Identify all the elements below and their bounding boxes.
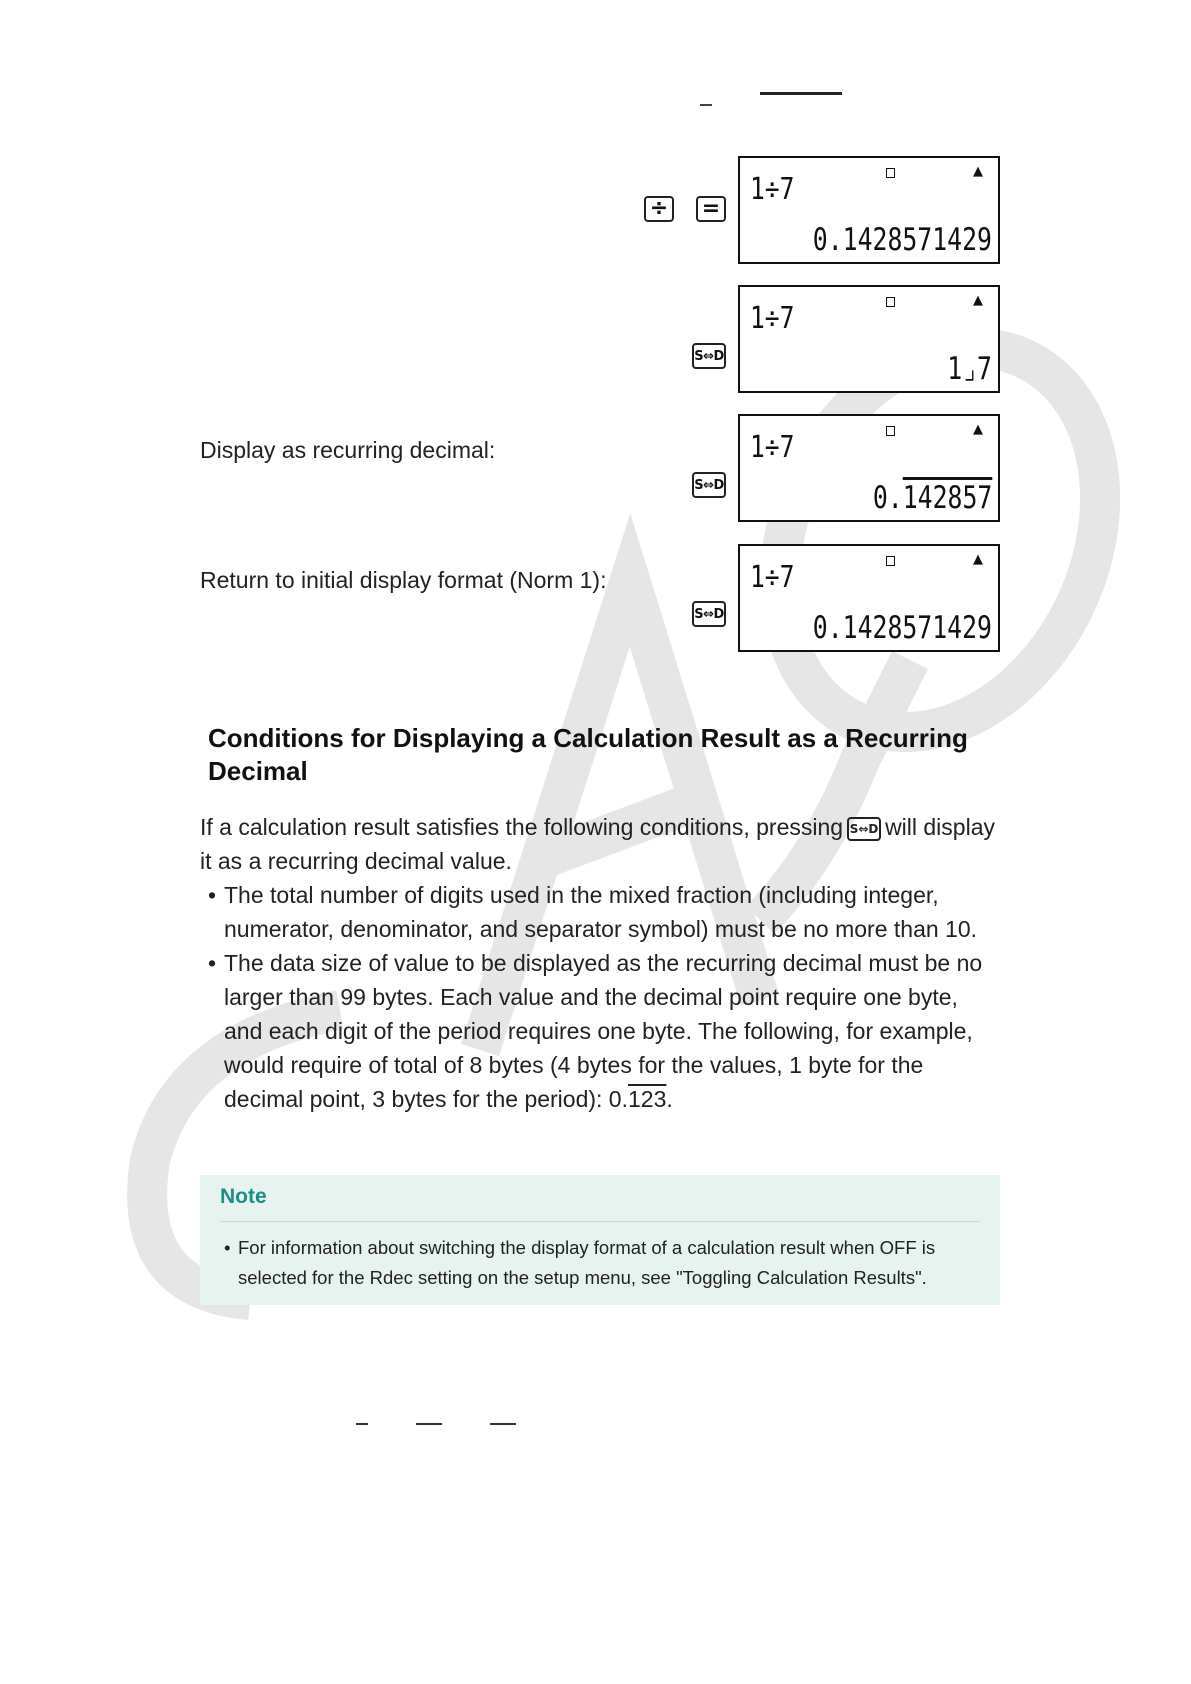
screen-expression: 1÷7 bbox=[750, 430, 795, 465]
screen-expression: 1÷7 bbox=[750, 301, 795, 336]
calculator-screen-3 bbox=[738, 414, 1000, 522]
d-indicator-icon bbox=[886, 168, 895, 178]
bottom-fragment-dash bbox=[416, 1423, 442, 1425]
bullet2-text: The data size of value to be displayed as the recurring decimal must be no larger than 99 bytes. Each value and the decimal point require one byte, and each digit of the period requires one byte. The following, for example, would require of total of 8 bytes (4 bytes for the values, 1 byte for the decimal point, 3 bytes for the period): 0. bbox=[224, 950, 983, 1112]
label-return-norm: Return to initial display format (Norm 1): bbox=[200, 567, 607, 593]
sd-key-inline[interactable]: S⇔D bbox=[847, 817, 881, 841]
screen-expression: 1÷7 bbox=[750, 560, 795, 595]
intro-text-end: will display it as a recurring decimal value. bbox=[200, 814, 995, 874]
d-indicator-icon bbox=[886, 426, 895, 436]
calculator-screen-2 bbox=[738, 285, 1000, 393]
conditions-list bbox=[200, 878, 1000, 1116]
sd-key[interactable]: S⇔D bbox=[692, 601, 726, 627]
divide-key[interactable]: ÷ bbox=[644, 196, 674, 222]
result-period: 142857 bbox=[902, 480, 992, 516]
up-arrow-indicator-icon: ▲ bbox=[973, 552, 983, 567]
calculator-screen-4 bbox=[738, 544, 1000, 652]
screen-result: 0.1428571429 bbox=[812, 610, 992, 646]
screen-result: 1⌟7 bbox=[947, 351, 992, 387]
screen-result bbox=[873, 480, 992, 516]
note-divider bbox=[220, 1221, 980, 1222]
bullet2-period: 123 bbox=[628, 1086, 667, 1112]
section-heading: Conditions for Displaying a Calculation Result as a Recurring Decimal bbox=[208, 723, 968, 786]
d-indicator-icon bbox=[886, 556, 895, 566]
note-box bbox=[200, 1175, 1000, 1305]
calculator-screen-1 bbox=[738, 156, 1000, 264]
intro-text: If a calculation result satisfies the following conditions, pressing bbox=[200, 814, 844, 840]
intro-paragraph bbox=[200, 810, 1000, 878]
equals-key[interactable]: = bbox=[696, 196, 726, 222]
top-fragment-bar bbox=[760, 92, 842, 95]
top-fragment-dash bbox=[700, 104, 712, 106]
note-title: Note bbox=[220, 1185, 267, 1208]
screen-expression: 1÷7 bbox=[750, 172, 795, 207]
up-arrow-indicator-icon: ▲ bbox=[973, 422, 983, 437]
bottom-fragment-dash bbox=[356, 1423, 368, 1425]
list-item: • The total number of digits used in the mixed fraction (including integer, numerator, denominator, and separator symbol) must be no more than 10. bbox=[200, 878, 1000, 946]
up-arrow-indicator-icon: ▲ bbox=[973, 164, 983, 179]
label-recurring: Display as recurring decimal: bbox=[200, 437, 496, 463]
note-text: • For information about switching the display format of a calculation result when OFF is selected for the Rdec setting on the setup menu, see "Toggling Calculation Results". bbox=[220, 1233, 980, 1293]
d-indicator-icon bbox=[886, 297, 895, 307]
bullet2-end: . bbox=[666, 1086, 673, 1112]
sd-key[interactable]: S⇔D bbox=[692, 343, 726, 369]
sd-key[interactable]: S⇔D bbox=[692, 472, 726, 498]
up-arrow-indicator-icon: ▲ bbox=[973, 293, 983, 308]
bottom-fragment-dash bbox=[490, 1423, 516, 1425]
result-prefix: 0. bbox=[872, 480, 903, 516]
list-item bbox=[200, 946, 1000, 1116]
note-body bbox=[220, 1233, 980, 1293]
screen-result: 0.1428571429 bbox=[812, 222, 992, 258]
